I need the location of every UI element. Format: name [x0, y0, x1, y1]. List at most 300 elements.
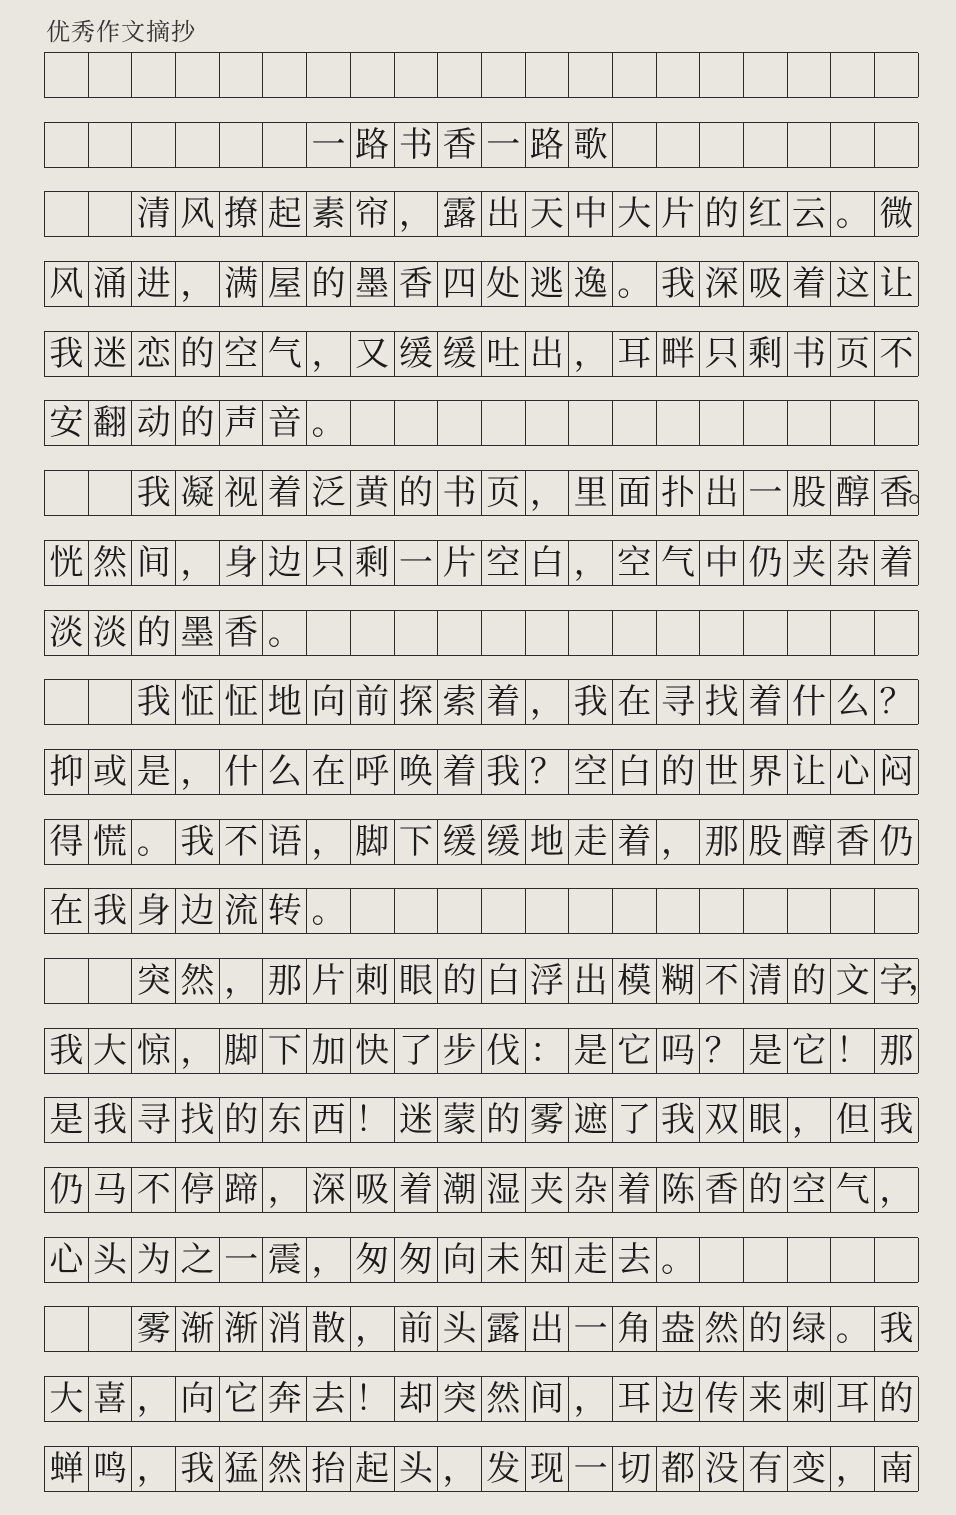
grid-cell: 着	[788, 262, 832, 306]
grid-cell: 处	[482, 262, 526, 306]
grid-cell: 不	[875, 332, 919, 376]
grid-cell: 然	[700, 1307, 744, 1351]
grid-cell: 香	[438, 123, 482, 167]
grid-cell: 呼	[351, 750, 395, 794]
grid-cell	[351, 401, 395, 445]
grid-cell: 寻	[132, 1098, 176, 1142]
grid-cell: 渐	[220, 1307, 264, 1351]
grid-cell: 突	[438, 1377, 482, 1421]
grid-cell: 向	[176, 1377, 220, 1421]
grid-cell: 前	[395, 1307, 439, 1351]
grid-cell	[831, 123, 875, 167]
grid-cell: 迷	[89, 332, 133, 376]
grid-cell: 然	[89, 541, 133, 585]
grid-cell: 。	[657, 1238, 701, 1282]
grid-cell: 刺	[788, 1377, 832, 1421]
grid-cell: 遮	[569, 1098, 613, 1142]
grid-cell	[45, 123, 89, 167]
grid-cell: 页	[482, 471, 526, 515]
grid-cell: 切	[613, 1447, 657, 1491]
grid-cell: 突	[132, 959, 176, 1003]
grid-cell: 变	[788, 1447, 832, 1491]
grid-cell: 来	[744, 1377, 788, 1421]
grid-cell	[875, 1238, 919, 1282]
grid-cell: 耳	[613, 332, 657, 376]
grid-cell: ，	[438, 1447, 482, 1491]
grid-cell: 间	[132, 541, 176, 585]
grid-cell	[220, 123, 264, 167]
essay-line-row	[44, 1376, 918, 1422]
grid-cell: ？	[700, 1029, 744, 1073]
grid-cell: 撩	[220, 192, 264, 236]
grid-cell: 得	[45, 820, 89, 864]
grid-cell	[875, 889, 919, 933]
grid-cell	[89, 471, 133, 515]
grid-cell: 是	[132, 750, 176, 794]
grid-cell: 雾	[526, 1098, 570, 1142]
grid-cell	[788, 889, 832, 933]
grid-cell	[700, 401, 744, 445]
grid-cell	[482, 611, 526, 655]
grid-cell: 头	[438, 1307, 482, 1351]
grid-cell: 泛	[307, 471, 351, 515]
grid-cell: 让	[788, 750, 832, 794]
grid-cell: 脚	[351, 820, 395, 864]
grid-cell: 。	[613, 262, 657, 306]
grid-cell: 我	[875, 1307, 919, 1351]
essay-grid-sheet	[44, 52, 942, 1515]
grid-cell: 蒙	[438, 1098, 482, 1142]
grid-cell: 气	[831, 1168, 875, 1212]
grid-cell: ，	[220, 959, 264, 1003]
grid-cell: 潮	[438, 1168, 482, 1212]
grid-cell: 空	[788, 1168, 832, 1212]
grid-cell: 逸	[569, 262, 613, 306]
grid-cell: 空	[613, 541, 657, 585]
grid-cell: 刺	[351, 959, 395, 1003]
grid-cell: 我	[132, 471, 176, 515]
grid-cell: 为	[132, 1238, 176, 1282]
grid-cell	[831, 53, 875, 97]
grid-cell	[657, 401, 701, 445]
grid-cell: ，	[569, 332, 613, 376]
grid-cell: 的	[744, 1307, 788, 1351]
grid-cell: 扑	[657, 471, 701, 515]
grid-cell: 雾	[132, 1307, 176, 1351]
grid-cell	[482, 53, 526, 97]
grid-cell: 么	[263, 750, 307, 794]
grid-cell: 渐	[176, 1307, 220, 1351]
grid-cell: 清	[744, 959, 788, 1003]
grid-cell: 出	[526, 1307, 570, 1351]
grid-cell	[569, 401, 613, 445]
grid-cell: 路	[526, 123, 570, 167]
grid-cell	[263, 53, 307, 97]
grid-cell: 黄	[351, 471, 395, 515]
grid-cell	[45, 471, 89, 515]
grid-cell: 我	[89, 1098, 133, 1142]
grid-cell	[45, 1307, 89, 1351]
grid-cell: 未	[482, 1238, 526, 1282]
grid-cell	[438, 53, 482, 97]
grid-cell: 起	[263, 192, 307, 236]
grid-cell: 那	[875, 1029, 919, 1073]
grid-cell: 的	[395, 471, 439, 515]
grid-cell: 了	[395, 1029, 439, 1073]
grid-cell: 界	[744, 750, 788, 794]
grid-cell: 了	[613, 1098, 657, 1142]
grid-cell: 墨	[351, 262, 395, 306]
essay-line-row	[44, 1028, 918, 1074]
essay-line-row	[44, 261, 918, 307]
grid-cell: 蹄	[220, 1168, 264, 1212]
grid-cell: 停	[176, 1168, 220, 1212]
grid-cell: 奔	[263, 1377, 307, 1421]
grid-cell: 出	[569, 959, 613, 1003]
grid-cell: 恋	[132, 332, 176, 376]
grid-cell	[700, 1238, 744, 1282]
grid-cell: 一	[307, 123, 351, 167]
grid-cell: 是	[569, 1029, 613, 1073]
grid-cell	[526, 53, 570, 97]
grid-cell	[89, 123, 133, 167]
grid-cell: 我	[875, 1098, 919, 1142]
grid-cell: 香	[831, 820, 875, 864]
grid-cell: ！	[351, 1098, 395, 1142]
grid-cell: 香	[700, 1168, 744, 1212]
grid-cell: 露	[482, 1307, 526, 1351]
grid-cell	[569, 53, 613, 97]
grid-cell: 安	[45, 401, 89, 445]
grid-cell: 角	[613, 1307, 657, 1351]
grid-cell: 走	[569, 820, 613, 864]
grid-cell	[132, 123, 176, 167]
grid-cell: 深	[307, 1168, 351, 1212]
grid-cell: 地	[526, 820, 570, 864]
page-header-label: 优秀作文摘抄	[46, 18, 196, 46]
grid-cell: ，	[526, 680, 570, 724]
grid-cell	[220, 53, 264, 97]
grid-cell: 的	[220, 1098, 264, 1142]
grid-cell: 股	[788, 471, 832, 515]
grid-cell: 吐	[482, 332, 526, 376]
essay-line-row	[44, 1097, 918, 1143]
grid-cell: 南	[875, 1447, 919, 1491]
grid-cell: 我	[482, 750, 526, 794]
grid-cell: 屋	[263, 262, 307, 306]
grid-cell	[700, 889, 744, 933]
grid-cell: 我	[89, 889, 133, 933]
grid-cell: 消	[263, 1307, 307, 1351]
grid-cell	[307, 53, 351, 97]
grid-cell: ，	[788, 1098, 832, 1142]
grid-cell: 唤	[395, 750, 439, 794]
grid-cell: 我	[569, 680, 613, 724]
grid-cell	[831, 889, 875, 933]
grid-cell: 向	[307, 680, 351, 724]
grid-cell: 片	[307, 959, 351, 1003]
grid-cell	[831, 1238, 875, 1282]
grid-cell: 传	[700, 1377, 744, 1421]
grid-cell: 脚	[220, 1029, 264, 1073]
grid-cell: 去	[613, 1238, 657, 1282]
grid-cell: 那	[263, 959, 307, 1003]
grid-cell: ！	[351, 1377, 395, 1421]
grid-cell: 进	[132, 262, 176, 306]
margin-punctuation: 。	[908, 470, 942, 511]
grid-cell: 出	[526, 332, 570, 376]
grid-cell: 然	[482, 1377, 526, 1421]
grid-cell: 书	[438, 471, 482, 515]
grid-cell: 的	[700, 192, 744, 236]
grid-cell: 浮	[526, 959, 570, 1003]
grid-cell: 素	[307, 192, 351, 236]
grid-cell: 声	[220, 401, 264, 445]
grid-cell: 畔	[657, 332, 701, 376]
grid-cell: 着	[613, 820, 657, 864]
grid-cell	[45, 959, 89, 1003]
essay-line-row	[44, 540, 918, 586]
grid-cell	[788, 53, 832, 97]
essay-line-row	[44, 1306, 918, 1352]
grid-cell: 在	[45, 889, 89, 933]
grid-cell: 歌	[569, 123, 613, 167]
grid-cell: 我	[657, 262, 701, 306]
grid-cell	[744, 401, 788, 445]
grid-cell	[89, 1307, 133, 1351]
grid-cell: ，	[176, 262, 220, 306]
grid-cell	[657, 53, 701, 97]
grid-cell: 的	[744, 1168, 788, 1212]
grid-cell: 。	[307, 401, 351, 445]
grid-cell: ，	[526, 471, 570, 515]
grid-cell	[438, 401, 482, 445]
essay-line-row	[44, 52, 918, 98]
grid-cell	[438, 611, 482, 655]
grid-cell	[176, 123, 220, 167]
grid-cell	[744, 889, 788, 933]
grid-cell: 杂	[569, 1168, 613, 1212]
grid-cell: 着	[875, 541, 919, 585]
grid-cell: 加	[307, 1029, 351, 1073]
grid-cell: 的	[176, 332, 220, 376]
grid-cell: 醇	[831, 471, 875, 515]
grid-cell: 之	[176, 1238, 220, 1282]
grid-cell	[788, 1238, 832, 1282]
essay-line-row	[44, 470, 942, 516]
grid-cell: ，	[132, 1377, 176, 1421]
grid-cell: 鸣	[89, 1447, 133, 1491]
grid-cell: 寻	[657, 680, 701, 724]
grid-cell: 的	[438, 959, 482, 1003]
grid-cell	[875, 401, 919, 445]
grid-cell: 面	[613, 471, 657, 515]
grid-cell: 缓	[438, 332, 482, 376]
grid-cell: 香	[875, 471, 919, 515]
grid-cell	[700, 123, 744, 167]
grid-cell: 没	[700, 1447, 744, 1491]
grid-cell	[744, 611, 788, 655]
grid-cell: 耳	[613, 1377, 657, 1421]
grid-cell: 一	[744, 471, 788, 515]
grid-cell: 微	[875, 192, 919, 236]
grid-cell: 墨	[176, 611, 220, 655]
grid-cell: 慌	[89, 820, 133, 864]
grid-cell: 云	[788, 192, 832, 236]
grid-cell: 醇	[788, 820, 832, 864]
grid-cell: 它	[788, 1029, 832, 1073]
grid-cell: 闷	[875, 750, 919, 794]
grid-cell: 怔	[220, 680, 264, 724]
grid-cell	[569, 611, 613, 655]
grid-cell: 抬	[307, 1447, 351, 1491]
grid-cell	[395, 401, 439, 445]
grid-cell: 片	[657, 192, 701, 236]
grid-cell: 或	[89, 750, 133, 794]
grid-cell: 陈	[657, 1168, 701, 1212]
essay-line-row	[44, 400, 918, 446]
grid-cell: 夹	[526, 1168, 570, 1212]
grid-cell: 着	[395, 1168, 439, 1212]
grid-cell: 惊	[132, 1029, 176, 1073]
grid-cell	[45, 192, 89, 236]
grid-cell: ，	[307, 1238, 351, 1282]
grid-cell: 出	[482, 192, 526, 236]
grid-cell: 书	[395, 123, 439, 167]
grid-cell: 喜	[89, 1377, 133, 1421]
grid-cell	[831, 611, 875, 655]
grid-cell: 探	[395, 680, 439, 724]
grid-cell: 中	[569, 192, 613, 236]
grid-cell: 是	[45, 1098, 89, 1142]
grid-cell	[45, 680, 89, 724]
grid-cell: 那	[700, 820, 744, 864]
grid-cell: 却	[395, 1377, 439, 1421]
grid-cell: 。	[132, 820, 176, 864]
grid-cell	[263, 123, 307, 167]
grid-cell	[351, 611, 395, 655]
grid-cell: 东	[263, 1098, 307, 1142]
grid-cell: 匆	[351, 1238, 395, 1282]
grid-cell: 索	[438, 680, 482, 724]
grid-cell: ，	[176, 750, 220, 794]
grid-cell: 不	[220, 820, 264, 864]
grid-cell: 。	[831, 192, 875, 236]
grid-cell: 红	[744, 192, 788, 236]
grid-cell	[526, 401, 570, 445]
grid-cell: 空	[482, 541, 526, 585]
grid-cell	[613, 401, 657, 445]
grid-cell: 淡	[45, 611, 89, 655]
grid-cell: 大	[45, 1377, 89, 1421]
grid-cell: 剩	[351, 541, 395, 585]
grid-cell: 白	[482, 959, 526, 1003]
grid-cell: 语	[263, 820, 307, 864]
grid-cell: 迷	[395, 1098, 439, 1142]
grid-cell	[482, 401, 526, 445]
grid-cell: 帘	[351, 192, 395, 236]
grid-cell: 缓	[438, 820, 482, 864]
grid-cell: 转	[263, 889, 307, 933]
grid-cell: 的	[788, 959, 832, 1003]
grid-cell	[613, 611, 657, 655]
grid-cell: 着	[263, 471, 307, 515]
grid-cell: 身	[220, 541, 264, 585]
margin-punctuation: ，	[908, 957, 942, 998]
grid-cell: 边	[176, 889, 220, 933]
grid-cell: 的	[482, 1098, 526, 1142]
grid-cell: 杂	[831, 541, 875, 585]
grid-cell: 一	[220, 1238, 264, 1282]
grid-cell: 我	[45, 332, 89, 376]
grid-cell: 头	[89, 1238, 133, 1282]
grid-cell: 一	[482, 123, 526, 167]
grid-cell: 缓	[482, 820, 526, 864]
grid-cell: 但	[831, 1098, 875, 1142]
grid-cell	[89, 192, 133, 236]
grid-cell: 页	[831, 332, 875, 376]
grid-cell: 的	[657, 750, 701, 794]
grid-cell: 怔	[176, 680, 220, 724]
grid-cell: 。	[307, 889, 351, 933]
grid-cell: 吸	[351, 1168, 395, 1212]
grid-cell	[526, 889, 570, 933]
essay-line-row	[44, 1237, 918, 1283]
grid-cell	[613, 53, 657, 97]
grid-cell	[744, 53, 788, 97]
essay-line-row	[44, 819, 918, 865]
grid-cell: 盎	[657, 1307, 701, 1351]
grid-cell	[875, 53, 919, 97]
grid-cell: 满	[220, 262, 264, 306]
grid-cell: 的	[132, 611, 176, 655]
grid-cell	[700, 53, 744, 97]
grid-cell	[89, 680, 133, 724]
grid-cell: 走	[569, 1238, 613, 1282]
grid-cell: 头	[395, 1447, 439, 1491]
grid-cell: 然	[263, 1447, 307, 1491]
grid-cell	[875, 123, 919, 167]
grid-cell: 片	[438, 541, 482, 585]
grid-cell: 什	[220, 750, 264, 794]
grid-cell: 夹	[788, 541, 832, 585]
grid-cell: 恍	[45, 541, 89, 585]
essay-line-row	[44, 610, 918, 656]
grid-cell: 一	[395, 541, 439, 585]
grid-cell: 出	[700, 471, 744, 515]
grid-cell: 大	[89, 1029, 133, 1073]
grid-cell: 四	[438, 262, 482, 306]
grid-cell: 现	[526, 1447, 570, 1491]
grid-cell: 在	[613, 680, 657, 724]
essay-line-row	[44, 679, 918, 725]
grid-cell: ？	[526, 750, 570, 794]
grid-cell: 香	[220, 611, 264, 655]
grid-cell: 空	[569, 750, 613, 794]
grid-cell: ，	[132, 1447, 176, 1491]
grid-cell: 气	[657, 541, 701, 585]
grid-cell: 它	[220, 1377, 264, 1421]
grid-cell: 蝉	[45, 1447, 89, 1491]
grid-cell: 知	[526, 1238, 570, 1282]
grid-cell: 我	[132, 680, 176, 724]
grid-cell: 然	[176, 959, 220, 1003]
grid-cell: 震	[263, 1238, 307, 1282]
grid-cell: 清	[132, 192, 176, 236]
grid-cell	[657, 611, 701, 655]
grid-cell: 白	[526, 541, 570, 585]
grid-cell: 天	[526, 192, 570, 236]
